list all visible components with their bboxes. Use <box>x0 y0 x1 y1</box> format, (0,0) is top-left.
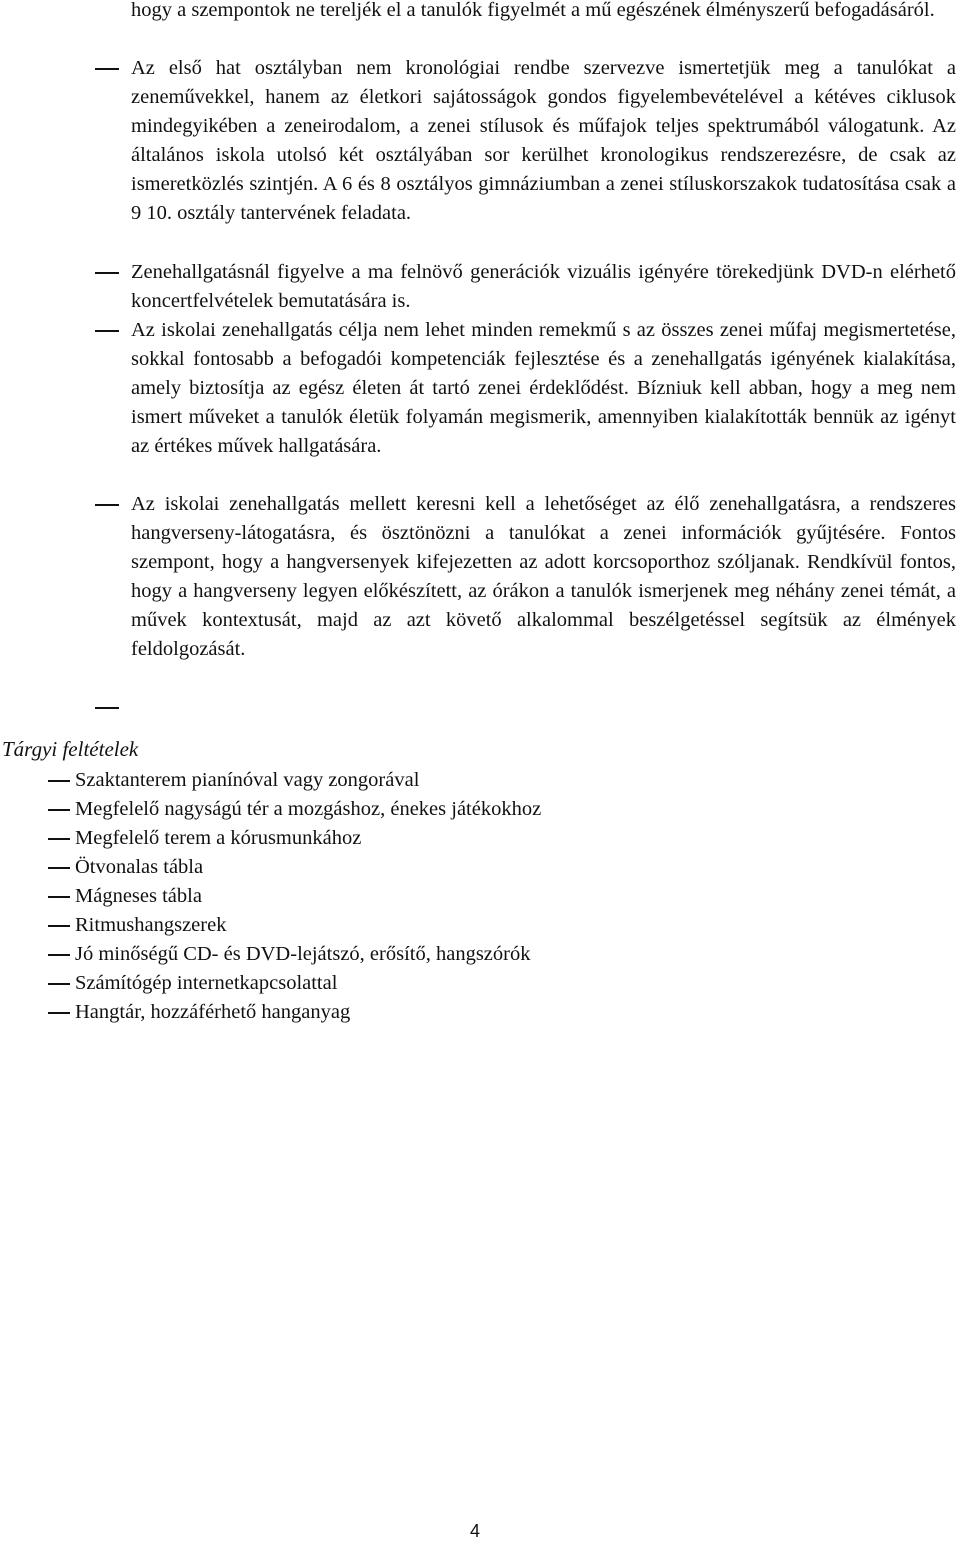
list-item-text: Számítógép internetkapcsolattal <box>75 972 338 994</box>
dash-bullet <box>48 954 70 956</box>
list-item-text: Jó minőségű CD- és DVD-lejátszó, erősítő, hangszórók <box>75 943 531 965</box>
dash-bullet <box>48 867 70 869</box>
dash-bullet <box>48 983 70 985</box>
dash-bullet <box>95 68 119 70</box>
empty-dash-bullet <box>95 707 119 709</box>
live-concert-paragraph: Az iskolai zenehallgatás mellett keresni kell a lehetőséget az élő zenehallgatásra, a rendszeres hangverseny-látogatásra, és ösztönözni a tanulókat a zenei információk gyűjtésére. Fontos szempont, hogy a hangversenyek kifejezetten az adott korcsoporthoz szóljanak. Rendkívül fontos, hogy a hangverseny legyen előkészített, az órákon a tanulók ismerjenek meg néhány zenei témát, a művek kontextusát, majd az azt követő alkalommal beszélgetéssel segítsük az élmények feldolgozását. <box>131 493 956 660</box>
dash-bullet <box>48 1012 70 1014</box>
dash-bullet <box>48 896 70 898</box>
list-item-text: Ritmushangszerek <box>75 914 227 936</box>
list-item <box>0 824 960 853</box>
list-item <box>0 853 960 882</box>
dash-bullet <box>48 809 70 811</box>
list-item <box>0 998 960 1027</box>
list-item <box>0 940 960 969</box>
list-item-text: Szaktanterem pianínóval vagy zongorával <box>75 769 420 791</box>
dash-bullet <box>95 330 119 332</box>
dash-bullet <box>48 838 70 840</box>
list-item-text: Ötvonalas tábla <box>75 856 204 878</box>
dash-bullet <box>95 272 119 274</box>
continuation-paragraph: hogy a szempontok ne tereljék el a tanulók figyelmét a mű egészének élményszerű befogadásáról. <box>131 0 935 21</box>
list-item-text: Mágneses tábla <box>75 885 202 907</box>
list-item <box>0 969 960 998</box>
list-item-text: Megfelelő terem a kórusmunkához <box>75 827 362 849</box>
dash-bullet <box>48 925 70 927</box>
list-item <box>0 911 960 940</box>
list-item-text: Megfelelő nagyságú tér a mozgáshoz, énekes játékokhoz <box>75 798 542 820</box>
dvd-paragraph: Zenehallgatásnál figyelve a ma felnövő generációk vizuális igényére törekedjünk DVD-n elérhető koncertfelvételek bemutatására is. <box>131 261 956 312</box>
school-listening-goal-paragraph: Az iskolai zenehallgatás célja nem lehet minden remekmű s az összes zenei műfaj megismertetése, sokkal fontosabb a befogadói kompetenciák fejlesztése és a zenehallgatás igényének kialakítása, amely biztosítja az egész életen át tartó zenei érdeklődést. Bízniuk kell abban, hogy a meg nem ismert műveket a tanulók életük folyamán megismerik, amennyiben kialakították bennük az igényt az értékes művek hallgatására. <box>131 319 956 457</box>
section-title: Tárgyi feltételek <box>2 737 139 761</box>
list-item-text: Hangtár, hozzáférhető hanganyag <box>75 1001 351 1023</box>
chronology-paragraph: Az első hat osztályban nem kronológiai rendbe szervezve ismertetjük meg a tanulókat a zeneművekkel, hanem az életkori sajátosságok gondos figyelembevételével a kétéves ciklusok mindegyikében a zeneirodalom, a zenei stílusok és műfajok teljes spektrumából válogatunk. Az általános iskola utolsó két osztályában sor kerülhet kronologikus rendszerezésre, de csak az ismeretközlés szintjén. A 6 és 8 osztályos gimnáziumban a zenei stíluskorszakok tudatosítása csak a 9 10. osztály tantervének feladata. <box>131 57 956 224</box>
list-item <box>0 766 960 795</box>
requirements-list <box>0 766 960 1027</box>
list-item <box>0 795 960 824</box>
list-item <box>0 882 960 911</box>
page-number: 4 <box>470 1521 481 1541</box>
dash-bullet <box>95 504 119 506</box>
dash-bullet <box>48 780 70 782</box>
